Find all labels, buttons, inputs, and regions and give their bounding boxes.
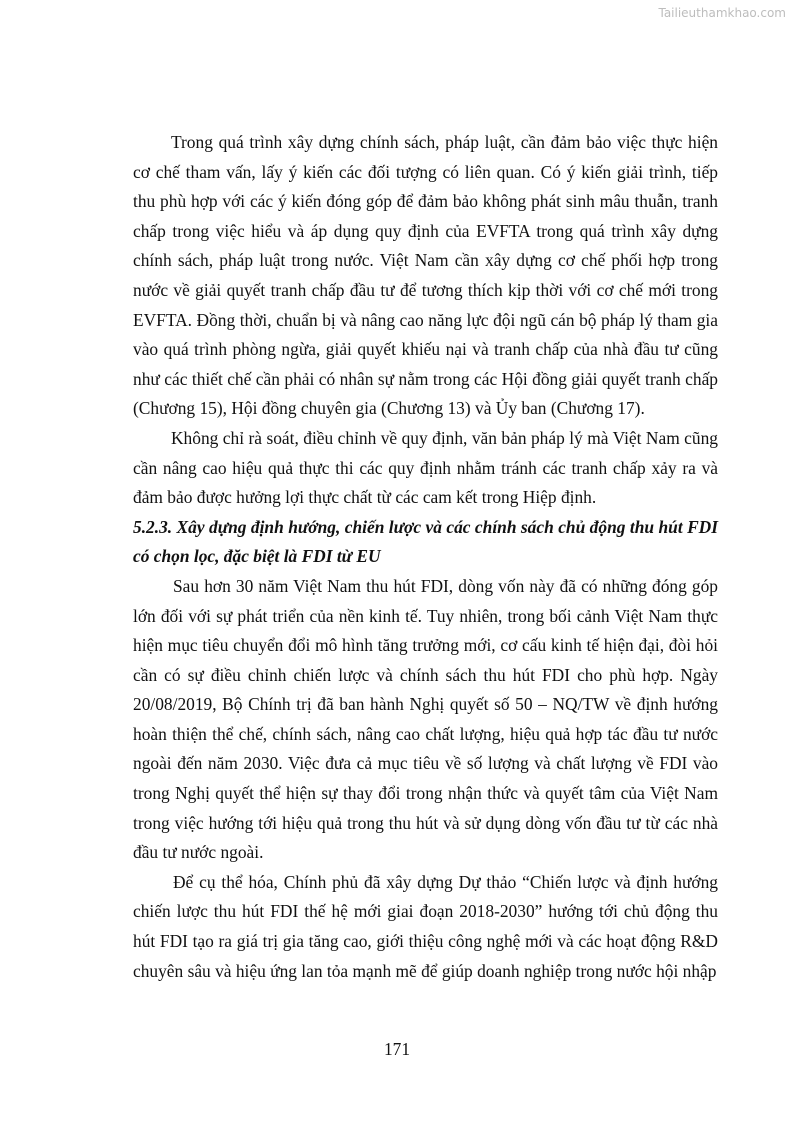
section-heading: 5.2.3. Xây dựng định hướng, chiến lược và các chính sách chủ động thu hút FDI có chọn lọc, đặc biệt là FDI từ EU	[133, 516, 718, 567]
paragraph-3: Sau hơn 30 năm Việt Nam thu hút FDI, dòng vốn này đã có những đóng góp lớn đối với sự phát triển của nền kinh tế. Tuy nhiên, trong bối cảnh Việt Nam thực hiện mục tiêu chuyển đổi mô hình tăng trưởng mới, cơ cấu kinh tế hiện đại, đòi hỏi cần có sự điều chỉnh chiến lược và chính sách thu hút FDI cho phù hợp. Ngày 20/08/2019, Bộ Chính trị đã ban hành Nghị quyết số 50 – NQ/TW về định hướng hoàn thiện thể chế, chính sách, nâng cao chất lượng, hiệu quả hợp tác đầu tư nước ngoài đến năm 2030. Việc đưa cả mục tiêu về số lượng và chất lượng về FDI vào trong Nghị quyết thể hiện sự thay đổi trong nhận thức và quyết tâm của Việt Nam trong việc hướng tới hiệu quả trong thu hút và sử dụng dòng vốn đầu tư từ các nhà đầu tư nước ngoài.	[133, 575, 718, 863]
document-body	[133, 128, 718, 986]
paragraph-4: Để cụ thể hóa, Chính phủ đã xây dựng Dự thảo “Chiến lược và định hướng chiến lược thu hút FDI thế hệ mới giai đoạn 2018-2030” hướng tới chủ động thu hút FDI tạo ra giá trị gia tăng cao, giới thiệu công nghệ mới và các hoạt động R&D chuyên sâu và hiệu ứng lan tỏa mạnh mẽ để giúp doanh nghiệp trong nước hội nhập	[133, 871, 718, 981]
paragraph-2: Không chỉ rà soát, điều chỉnh về quy định, văn bản pháp lý mà Việt Nam cũng cần nâng cao hiệu quả thực thi các quy định nhằm tránh các tranh chấp xảy ra và đảm bảo được hưởng lợi thực chất từ các cam kết trong Hiệp định.	[133, 427, 718, 508]
page-number: 171	[383, 1039, 411, 1059]
paragraph-1: Trong quá trình xây dựng chính sách, pháp luật, cần đảm bảo việc thực hiện cơ chế tham vấn, lấy ý kiến các đối tượng có liên quan. Có ý kiến giải trình, tiếp thu phù hợp với các ý kiến đóng góp để đảm bảo không phát sinh mâu thuẫn, tranh chấp trong việc hiểu và áp dụng quy định của EVFTA trong quá trình xây dựng chính sách, pháp luật trong nước. Việt Nam cần xây dựng cơ chế phối hợp trong nước về giải quyết tranh chấp đầu tư để tương thích kịp thời với cơ chế mới trong EVFTA. Đồng thời, chuẩn bị và nâng cao năng lực đội ngũ cán bộ pháp lý tham gia vào quá trình phòng ngừa, giải quyết khiếu nại và tranh chấp của nhà đầu tư cũng như các thiết chế cần phải có nhân sự nằm trong các Hội đồng giải quyết tranh chấp (Chương 15), Hội đồng chuyên gia (Chương 13) và Ủy ban (Chương 17).	[133, 132, 718, 419]
watermark-text: Tailieuthamkhao.com	[658, 6, 786, 20]
